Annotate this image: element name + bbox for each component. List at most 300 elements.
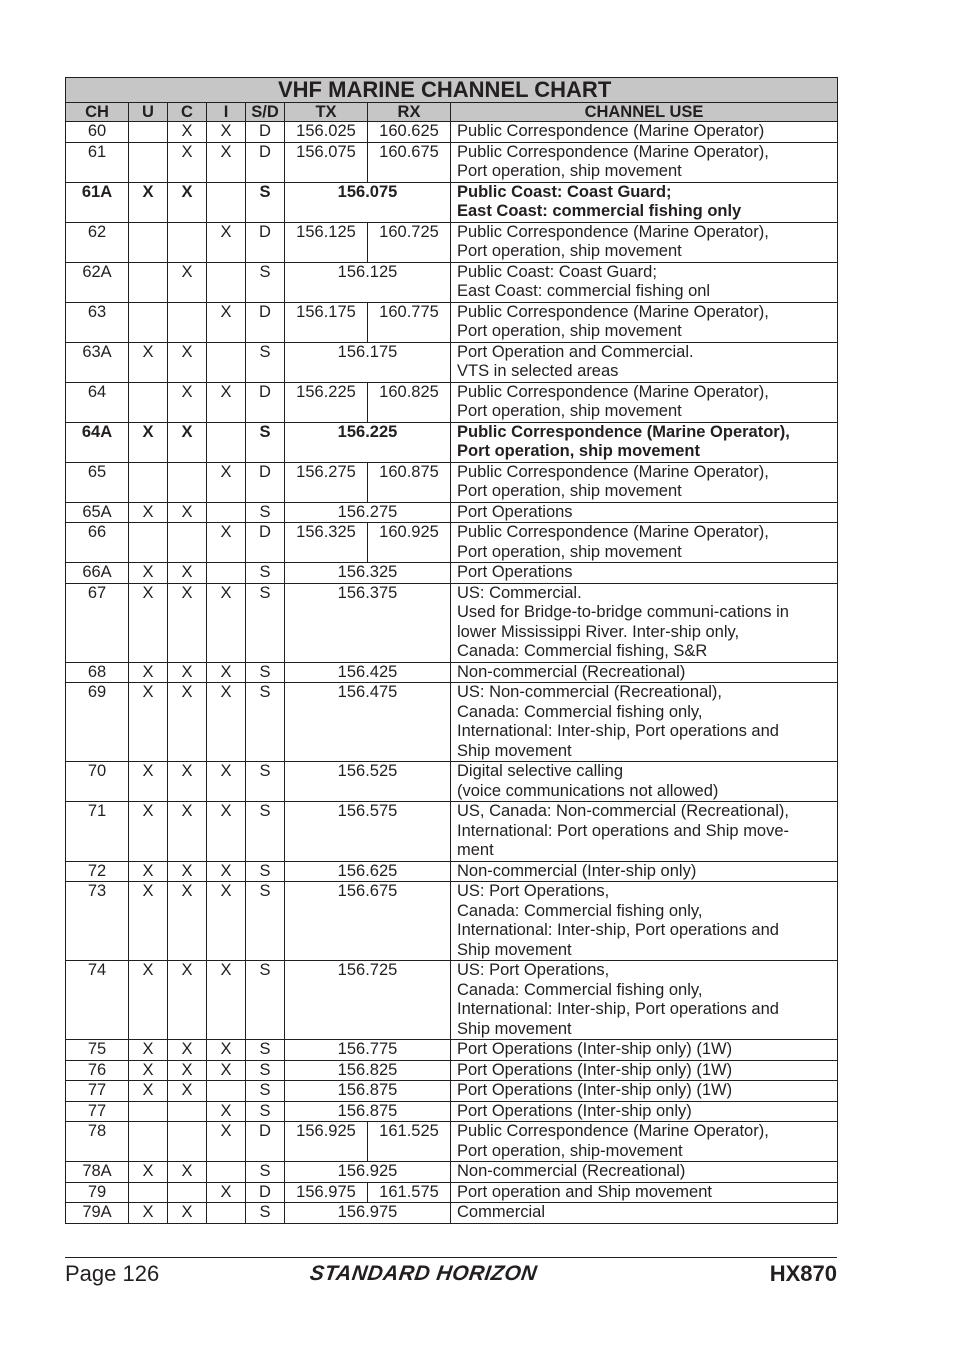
cell-channel: 63 — [66, 302, 129, 342]
table-row — [66, 462, 838, 502]
cell-channel: 60 — [66, 122, 129, 143]
cell-canada: X — [168, 861, 207, 882]
cell-simplex-duplex: S — [246, 882, 285, 961]
cell-us: X — [129, 683, 168, 762]
cell-us — [129, 222, 168, 262]
cell-international: X — [207, 882, 246, 961]
cell-channel: 76 — [66, 1060, 129, 1081]
table-row — [66, 583, 838, 662]
channel-use-line: Port Operations (Inter-ship only) (1W) — [457, 1081, 733, 1099]
cell-canada: X — [168, 1040, 207, 1061]
cell-tx-frequency: 156.175 — [285, 302, 368, 342]
cell-channel: 68 — [66, 662, 129, 683]
cell-canada: X — [168, 382, 207, 422]
cell-international: X — [207, 523, 246, 563]
cell-us: X — [129, 342, 168, 382]
table-row — [66, 802, 838, 862]
table-row — [66, 1162, 838, 1183]
cell-channel: 74 — [66, 961, 129, 1040]
channel-use-line: East Coast: commercial fishing onl — [457, 282, 711, 300]
cell-us: X — [129, 802, 168, 862]
cell-simplex-duplex: S — [246, 342, 285, 382]
cell-canada: X — [168, 422, 207, 462]
cell-channel-use — [451, 1122, 838, 1162]
channel-use-line: Port operation, ship movement — [457, 442, 700, 460]
cell-tx-frequency: 156.125 — [285, 262, 451, 302]
cell-rx-frequency: 160.725 — [368, 222, 451, 262]
cell-channel-use — [451, 122, 838, 143]
channel-use-line: Canada: Commercial fishing only, — [457, 901, 703, 920]
cell-canada: X — [168, 882, 207, 961]
cell-tx-frequency: 156.975 — [285, 1182, 368, 1203]
cell-us: X — [129, 502, 168, 523]
cell-channel-use — [451, 1040, 838, 1061]
cell-canada: X — [168, 762, 207, 802]
cell-tx-frequency: 156.225 — [285, 382, 368, 422]
cell-channel: 66A — [66, 563, 129, 584]
channel-use-line: Public Correspondence (Marine Operator), — [457, 422, 790, 441]
cell-international — [207, 563, 246, 584]
channel-use-line: Canada: Commercial fishing, S&R — [457, 642, 708, 660]
cell-canada — [168, 1101, 207, 1122]
cell-us — [129, 262, 168, 302]
cell-canada — [168, 302, 207, 342]
column-header-tx: TX — [285, 103, 368, 122]
cell-channel-use — [451, 1182, 838, 1203]
cell-international: X — [207, 302, 246, 342]
channel-use-line: Canada: Commercial fishing only, — [457, 980, 703, 999]
cell-tx-frequency: 156.475 — [285, 683, 451, 762]
cell-rx-frequency: 161.575 — [368, 1182, 451, 1203]
cell-channel: 69 — [66, 683, 129, 762]
cell-channel: 62A — [66, 262, 129, 302]
cell-simplex-duplex: S — [246, 1162, 285, 1183]
cell-canada: X — [168, 182, 207, 222]
cell-canada: X — [168, 583, 207, 662]
table-row — [66, 1081, 838, 1102]
cell-channel-use — [451, 262, 838, 302]
table-row — [66, 142, 838, 182]
channel-use-line: US, Canada: Non-commercial (Recreational), — [457, 802, 789, 820]
cell-international: X — [207, 1101, 246, 1122]
channel-use-line: Port operation and Ship movement — [457, 1182, 712, 1201]
channel-use-line: Port Operations (Inter-ship only) (1W) — [457, 1040, 733, 1058]
table-row — [66, 961, 838, 1040]
cell-international: X — [207, 1182, 246, 1203]
cell-channel: 63A — [66, 342, 129, 382]
cell-simplex-duplex: S — [246, 262, 285, 302]
cell-us: X — [129, 762, 168, 802]
cell-channel-use — [451, 1162, 838, 1183]
channel-use-line: Public Correspondence (Marine Operator), — [457, 462, 769, 481]
cell-international: X — [207, 1060, 246, 1081]
cell-tx-frequency: 156.925 — [285, 1162, 451, 1183]
cell-simplex-duplex: D — [246, 382, 285, 422]
cell-international — [207, 182, 246, 222]
cell-tx-frequency: 156.275 — [285, 502, 451, 523]
cell-channel: 73 — [66, 882, 129, 961]
column-header-i: I — [207, 103, 246, 122]
channel-use-line: Port Operations — [457, 502, 573, 521]
cell-channel-use — [451, 342, 838, 382]
cell-simplex-duplex: S — [246, 802, 285, 862]
cell-tx-frequency: 156.575 — [285, 802, 451, 862]
cell-tx-frequency: 156.225 — [285, 422, 451, 462]
cell-channel-use — [451, 1203, 838, 1224]
cell-simplex-duplex: S — [246, 1040, 285, 1061]
channel-use-line: Public Correspondence (Marine Operator), — [457, 302, 769, 321]
cell-simplex-duplex: S — [246, 961, 285, 1040]
cell-international: X — [207, 583, 246, 662]
cell-channel-use — [451, 302, 838, 342]
cell-channel-use — [451, 502, 838, 523]
cell-canada: X — [168, 502, 207, 523]
cell-channel-use — [451, 583, 838, 662]
column-header-ch: CH — [66, 103, 129, 122]
cell-rx-frequency: 160.925 — [368, 523, 451, 563]
cell-simplex-duplex: D — [246, 1122, 285, 1162]
cell-channel: 71 — [66, 802, 129, 862]
channel-use-line: Ship movement — [457, 741, 572, 760]
channel-use-line: Public Correspondence (Marine Operator) — [457, 122, 765, 140]
cell-rx-frequency: 161.525 — [368, 1122, 451, 1162]
brand-logo: STANDARD HORIZON — [308, 1262, 539, 1285]
cell-rx-frequency: 160.775 — [368, 302, 451, 342]
cell-rx-frequency: 160.825 — [368, 382, 451, 422]
cell-tx-frequency: 156.175 — [285, 342, 451, 382]
cell-tx-frequency: 156.375 — [285, 583, 451, 662]
table-row — [66, 882, 838, 961]
cell-international — [207, 1203, 246, 1224]
cell-canada — [168, 1182, 207, 1203]
cell-simplex-duplex: S — [246, 762, 285, 802]
cell-channel-use — [451, 222, 838, 262]
cell-channel: 72 — [66, 861, 129, 882]
cell-international: X — [207, 662, 246, 683]
table-row — [66, 302, 838, 342]
channel-use-line: (voice communications not allowed) — [457, 781, 719, 800]
channel-use-line: Port Operations — [457, 563, 573, 581]
vhf-channel-table — [65, 77, 838, 1224]
cell-channel-use — [451, 1101, 838, 1122]
channel-use-line: Port operation, ship movement — [457, 482, 682, 500]
cell-international — [207, 502, 246, 523]
cell-us: X — [129, 662, 168, 683]
channel-use-line: International: Inter-ship, Port operations and — [457, 722, 779, 740]
channel-use-line: Public Correspondence (Marine Operator), — [457, 523, 769, 541]
cell-us: X — [129, 422, 168, 462]
cell-us — [129, 1101, 168, 1122]
table-row — [66, 122, 838, 143]
cell-tx-frequency: 156.075 — [285, 182, 451, 222]
cell-international: X — [207, 382, 246, 422]
cell-canada — [168, 1122, 207, 1162]
cell-international: X — [207, 462, 246, 502]
channel-use-line: Public Coast: Coast Guard; — [457, 262, 657, 281]
cell-canada: X — [168, 802, 207, 862]
cell-canada: X — [168, 1203, 207, 1224]
cell-simplex-duplex: D — [246, 523, 285, 563]
cell-channel-use — [451, 882, 838, 961]
cell-channel: 62 — [66, 222, 129, 262]
cell-canada — [168, 462, 207, 502]
cell-tx-frequency: 156.675 — [285, 882, 451, 961]
cell-simplex-duplex: S — [246, 583, 285, 662]
cell-international: X — [207, 802, 246, 862]
column-header-use: CHANNEL USE — [451, 103, 838, 122]
cell-us: X — [129, 882, 168, 961]
cell-channel-use — [451, 961, 838, 1040]
table-body — [66, 122, 838, 1224]
cell-channel-use — [451, 563, 838, 584]
cell-simplex-duplex: S — [246, 502, 285, 523]
column-header-rx: RX — [368, 103, 451, 122]
cell-canada: X — [168, 1081, 207, 1102]
cell-simplex-duplex: D — [246, 122, 285, 143]
cell-us — [129, 302, 168, 342]
column-header-u: U — [129, 103, 168, 122]
cell-tx-frequency: 156.125 — [285, 222, 368, 262]
cell-us: X — [129, 961, 168, 1040]
cell-channel: 78A — [66, 1162, 129, 1183]
channel-use-line: US: Port Operations, — [457, 961, 610, 979]
cell-simplex-duplex: S — [246, 662, 285, 683]
cell-us: X — [129, 583, 168, 662]
cell-tx-frequency: 156.825 — [285, 1060, 451, 1081]
table-row — [66, 262, 838, 302]
cell-canada — [168, 523, 207, 563]
channel-use-line: Non-commercial (Inter-ship only) — [457, 861, 697, 880]
cell-us: X — [129, 563, 168, 584]
cell-simplex-duplex: D — [246, 222, 285, 262]
channel-use-line: International: Inter-ship, Port operations and — [457, 921, 779, 939]
cell-channel-use — [451, 382, 838, 422]
cell-tx-frequency: 156.975 — [285, 1203, 451, 1224]
cell-international — [207, 422, 246, 462]
cell-simplex-duplex: S — [246, 861, 285, 882]
cell-us: X — [129, 1081, 168, 1102]
table-row — [66, 1203, 838, 1224]
cell-channel-use — [451, 1081, 838, 1102]
channel-use-line: Port operation, ship movement — [457, 322, 682, 340]
cell-canada: X — [168, 122, 207, 143]
table-row — [66, 422, 838, 462]
column-header-c: C — [168, 103, 207, 122]
channel-use-line: Public Correspondence (Marine Operator), — [457, 222, 769, 241]
cell-channel: 77 — [66, 1081, 129, 1102]
cell-international: X — [207, 142, 246, 182]
cell-simplex-duplex: S — [246, 1203, 285, 1224]
channel-use-line: Port Operation and Commercial. — [457, 342, 694, 361]
cell-international: X — [207, 961, 246, 1040]
cell-simplex-duplex: S — [246, 422, 285, 462]
cell-us — [129, 122, 168, 143]
column-header-sd: S/D — [246, 103, 285, 122]
cell-canada: X — [168, 961, 207, 1040]
cell-simplex-duplex: S — [246, 683, 285, 762]
cell-international: X — [207, 762, 246, 802]
cell-international: X — [207, 1122, 246, 1162]
cell-international — [207, 342, 246, 382]
channel-use-line: Port operation, ship movement — [457, 402, 682, 420]
cell-us — [129, 142, 168, 182]
cell-tx-frequency: 156.725 — [285, 961, 451, 1040]
channel-use-line: Used for Bridge-to-bridge communi-cations in — [457, 603, 789, 621]
cell-international: X — [207, 1040, 246, 1061]
table-row — [66, 762, 838, 802]
cell-channel-use — [451, 182, 838, 222]
cell-canada: X — [168, 262, 207, 302]
cell-us: X — [129, 1162, 168, 1183]
table-row — [66, 342, 838, 382]
cell-tx-frequency: 156.875 — [285, 1081, 451, 1102]
cell-tx-frequency: 156.275 — [285, 462, 368, 502]
cell-canada: X — [168, 683, 207, 762]
cell-canada: X — [168, 342, 207, 382]
cell-us — [129, 523, 168, 563]
cell-channel-use — [451, 802, 838, 862]
cell-tx-frequency: 156.025 — [285, 122, 368, 143]
cell-channel: 61 — [66, 142, 129, 182]
cell-tx-frequency: 156.925 — [285, 1122, 368, 1162]
channel-use-line: Port operation, ship movement — [457, 162, 682, 180]
cell-international: X — [207, 861, 246, 882]
channel-use-line: Port operation, ship-movement — [457, 1141, 683, 1160]
cell-international: X — [207, 683, 246, 762]
table-row — [66, 1040, 838, 1061]
footer-rule — [65, 1257, 837, 1258]
channel-use-line: Port Operations (Inter-ship only) — [457, 1101, 692, 1120]
channel-use-line: East Coast: commercial fishing only — [457, 202, 742, 220]
channel-use-line: Port operation, ship movement — [457, 542, 682, 561]
cell-channel-use — [451, 523, 838, 563]
channel-use-line: Non-commercial (Recreational) — [457, 1162, 686, 1180]
cell-channel: 61A — [66, 182, 129, 222]
cell-channel: 78 — [66, 1122, 129, 1162]
cell-channel-use — [451, 422, 838, 462]
cell-channel: 77 — [66, 1101, 129, 1122]
cell-channel: 65 — [66, 462, 129, 502]
cell-tx-frequency: 156.075 — [285, 142, 368, 182]
table-title: VHF MARINE CHANNEL CHART — [66, 78, 838, 103]
cell-international — [207, 1081, 246, 1102]
channel-use-line: VTS in selected areas — [457, 362, 619, 380]
channel-use-line: Canada: Commercial fishing only, — [457, 702, 703, 721]
cell-channel-use — [451, 683, 838, 762]
cell-canada: X — [168, 1162, 207, 1183]
channel-use-line: lower Mississippi River. Inter-ship only, — [457, 622, 740, 641]
channel-use-line: International: Inter-ship, Port operations and — [457, 1000, 779, 1018]
cell-canada: X — [168, 563, 207, 584]
column-header-row — [66, 103, 838, 122]
cell-channel: 79 — [66, 1182, 129, 1203]
cell-simplex-duplex: D — [246, 1182, 285, 1203]
cell-tx-frequency: 156.775 — [285, 1040, 451, 1061]
cell-us: X — [129, 1203, 168, 1224]
cell-us — [129, 1122, 168, 1162]
channel-use-line: Port Operations (Inter-ship only) (1W) — [457, 1060, 733, 1079]
table-row — [66, 523, 838, 563]
cell-tx-frequency: 156.325 — [285, 563, 451, 584]
table-row — [66, 662, 838, 683]
cell-simplex-duplex: D — [246, 462, 285, 502]
cell-channel-use — [451, 142, 838, 182]
cell-channel: 64 — [66, 382, 129, 422]
cell-rx-frequency: 160.875 — [368, 462, 451, 502]
cell-channel-use — [451, 861, 838, 882]
cell-channel: 79A — [66, 1203, 129, 1224]
table-row — [66, 182, 838, 222]
channel-use-line: Public Correspondence (Marine Operator), — [457, 382, 769, 401]
table-row — [66, 861, 838, 882]
cell-simplex-duplex: S — [246, 1081, 285, 1102]
cell-rx-frequency: 160.625 — [368, 122, 451, 143]
cell-us — [129, 382, 168, 422]
table-row — [66, 1101, 838, 1122]
cell-simplex-duplex: S — [246, 182, 285, 222]
cell-canada: X — [168, 1060, 207, 1081]
cell-channel: 75 — [66, 1040, 129, 1061]
cell-international: X — [207, 222, 246, 262]
cell-channel: 65A — [66, 502, 129, 523]
table-row — [66, 502, 838, 523]
cell-international: X — [207, 122, 246, 143]
table-row — [66, 1182, 838, 1203]
channel-use-line: Digital selective calling — [457, 762, 623, 780]
cell-tx-frequency: 156.625 — [285, 861, 451, 882]
cell-simplex-duplex: S — [246, 563, 285, 584]
cell-simplex-duplex: D — [246, 302, 285, 342]
table-row — [66, 382, 838, 422]
cell-channel: 67 — [66, 583, 129, 662]
cell-us: X — [129, 1060, 168, 1081]
cell-channel-use — [451, 1060, 838, 1081]
cell-channel-use — [451, 662, 838, 683]
cell-tx-frequency: 156.875 — [285, 1101, 451, 1122]
channel-use-line: Ship movement — [457, 1019, 572, 1038]
channel-use-line: Non-commercial (Recreational) — [457, 662, 686, 681]
cell-us — [129, 1182, 168, 1203]
channel-use-line: Public Coast: Coast Guard; — [457, 182, 672, 201]
channel-use-line: US: Port Operations, — [457, 882, 610, 900]
channel-use-line: Ship movement — [457, 940, 572, 959]
cell-tx-frequency: 156.525 — [285, 762, 451, 802]
channel-use-line: Public Correspondence (Marine Operator), — [457, 1122, 769, 1140]
cell-simplex-duplex: S — [246, 1060, 285, 1081]
cell-tx-frequency: 156.425 — [285, 662, 451, 683]
channel-use-line: US: Non-commercial (Recreational), — [457, 683, 722, 701]
table-row — [66, 563, 838, 584]
table-row — [66, 222, 838, 262]
cell-us: X — [129, 1040, 168, 1061]
channel-use-line: Port operation, ship movement — [457, 242, 682, 260]
cell-channel-use — [451, 762, 838, 802]
table-row — [66, 1060, 838, 1081]
cell-us: X — [129, 182, 168, 222]
cell-international — [207, 262, 246, 302]
cell-canada: X — [168, 142, 207, 182]
channel-use-line: Commercial — [457, 1203, 546, 1221]
cell-channel: 66 — [66, 523, 129, 563]
cell-international — [207, 1162, 246, 1183]
page-number: Page 126 — [65, 1261, 160, 1286]
cell-us — [129, 462, 168, 502]
channel-use-line: US: Commercial. — [457, 583, 582, 602]
model-name: HX870 — [769, 1261, 837, 1286]
cell-tx-frequency: 156.325 — [285, 523, 368, 563]
channel-use-line: ment — [457, 841, 494, 859]
cell-canada — [168, 222, 207, 262]
